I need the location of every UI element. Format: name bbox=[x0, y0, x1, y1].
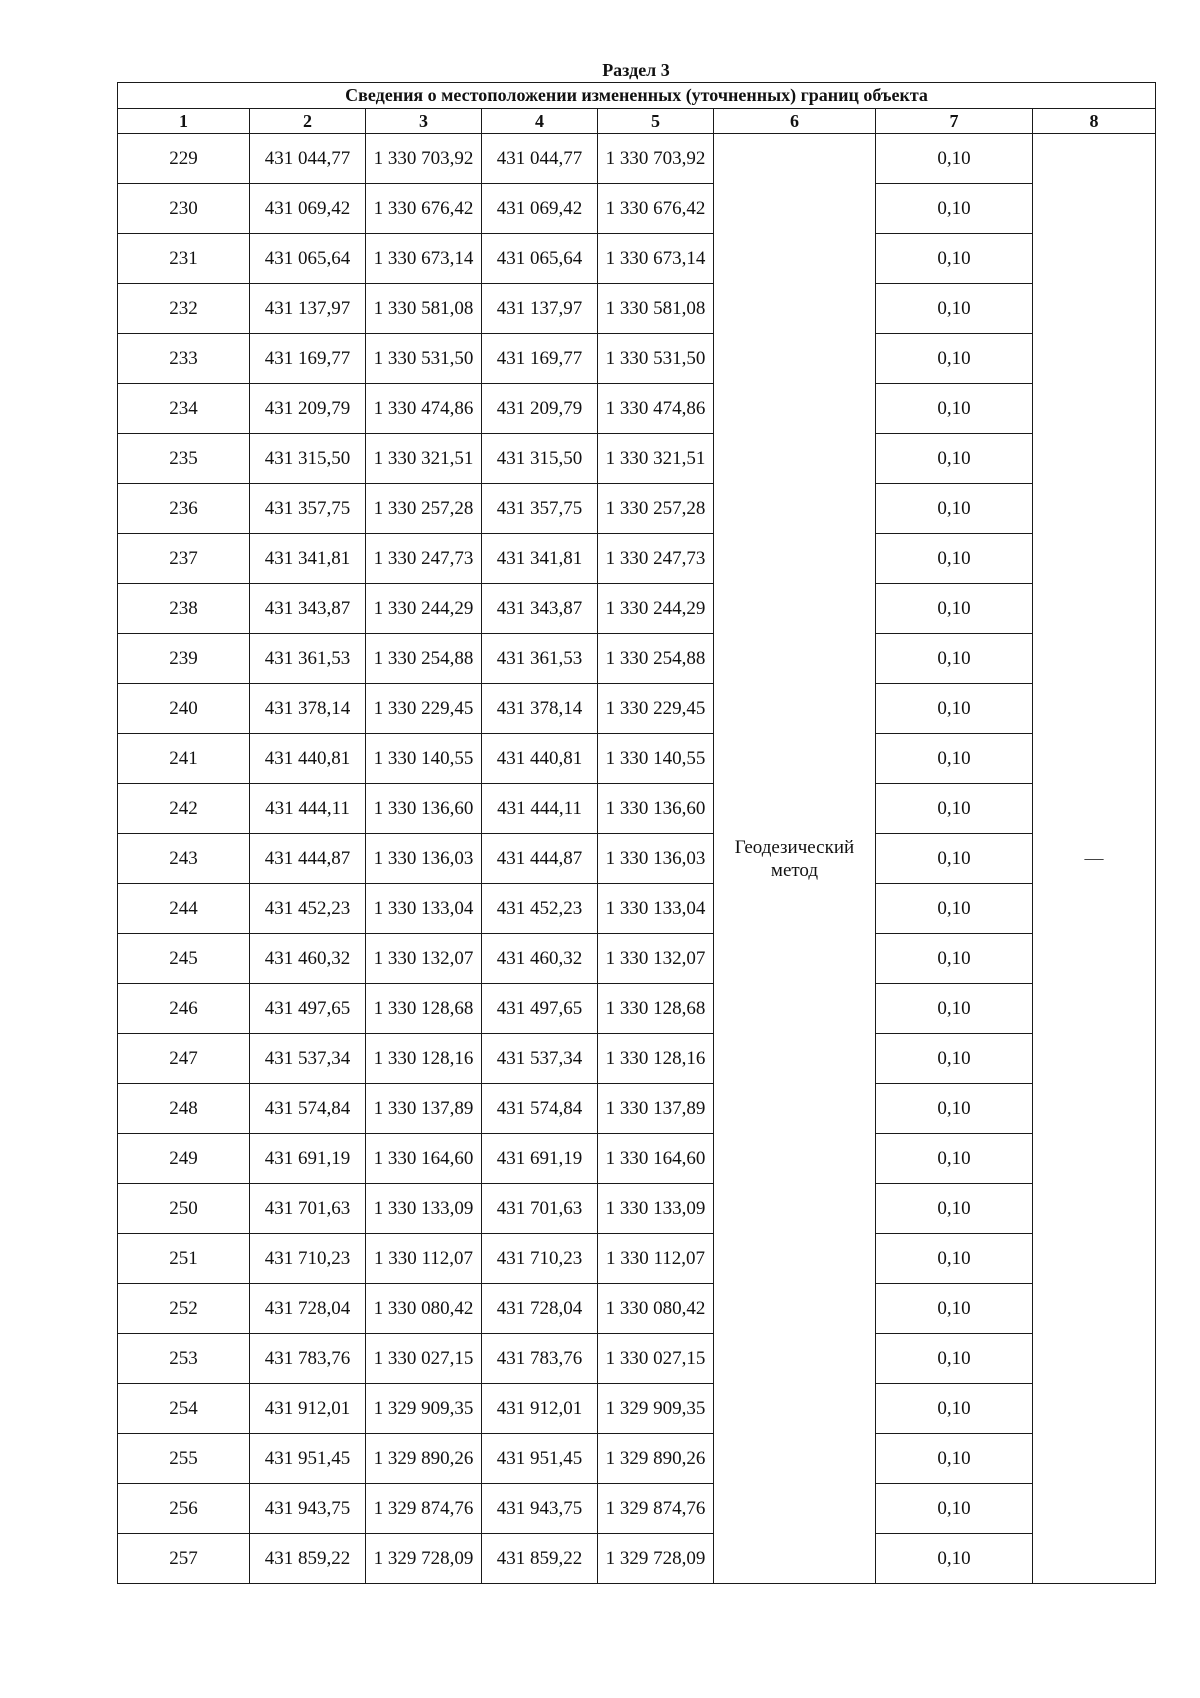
table-row bbox=[118, 834, 1156, 884]
accuracy-cell: 0,10 bbox=[876, 584, 1033, 634]
table-row bbox=[118, 634, 1156, 684]
refined-x-cell: 431 440,81 bbox=[482, 734, 598, 784]
accuracy-cell: 0,10 bbox=[876, 884, 1033, 934]
point-number-cell: 246 bbox=[118, 984, 250, 1034]
existing-x-cell: 431 069,42 bbox=[250, 184, 366, 234]
existing-y-cell: 1 329 728,09 bbox=[366, 1534, 482, 1584]
refined-y-cell: 1 329 890,26 bbox=[598, 1434, 714, 1484]
point-number-cell: 248 bbox=[118, 1084, 250, 1134]
accuracy-cell: 0,10 bbox=[876, 934, 1033, 984]
point-number-cell: 255 bbox=[118, 1434, 250, 1484]
existing-x-cell: 431 951,45 bbox=[250, 1434, 366, 1484]
refined-x-cell: 431 357,75 bbox=[482, 484, 598, 534]
table-row bbox=[118, 1184, 1156, 1234]
existing-y-cell: 1 330 254,88 bbox=[366, 634, 482, 684]
refined-y-cell: 1 330 128,68 bbox=[598, 984, 714, 1034]
refined-y-cell: 1 330 140,55 bbox=[598, 734, 714, 784]
point-number-cell: 251 bbox=[118, 1234, 250, 1284]
existing-x-cell: 431 783,76 bbox=[250, 1334, 366, 1384]
refined-y-cell: 1 330 531,50 bbox=[598, 334, 714, 384]
existing-x-cell: 431 537,34 bbox=[250, 1034, 366, 1084]
table-row bbox=[118, 1384, 1156, 1434]
point-number-cell: 250 bbox=[118, 1184, 250, 1234]
refined-x-cell: 431 169,77 bbox=[482, 334, 598, 384]
table-body bbox=[118, 134, 1156, 1584]
existing-y-cell: 1 330 128,68 bbox=[366, 984, 482, 1034]
point-number-cell: 257 bbox=[118, 1534, 250, 1584]
accuracy-cell: 0,10 bbox=[876, 634, 1033, 684]
refined-y-cell: 1 330 128,16 bbox=[598, 1034, 714, 1084]
table-row bbox=[118, 984, 1156, 1034]
refined-y-cell: 1 329 909,35 bbox=[598, 1384, 714, 1434]
refined-x-cell: 431 701,63 bbox=[482, 1184, 598, 1234]
existing-x-cell: 431 912,01 bbox=[250, 1384, 366, 1434]
refined-y-cell: 1 329 874,76 bbox=[598, 1484, 714, 1534]
refined-y-cell: 1 330 676,42 bbox=[598, 184, 714, 234]
table-row bbox=[118, 184, 1156, 234]
table-row bbox=[118, 1484, 1156, 1534]
accuracy-cell: 0,10 bbox=[876, 1034, 1033, 1084]
table-row bbox=[118, 284, 1156, 334]
existing-y-cell: 1 330 136,60 bbox=[366, 784, 482, 834]
refined-x-cell: 431 315,50 bbox=[482, 434, 598, 484]
accuracy-cell: 0,10 bbox=[876, 1134, 1033, 1184]
refined-x-cell: 431 783,76 bbox=[482, 1334, 598, 1384]
existing-y-cell: 1 330 229,45 bbox=[366, 684, 482, 734]
existing-x-cell: 431 701,63 bbox=[250, 1184, 366, 1234]
existing-x-cell: 431 378,14 bbox=[250, 684, 366, 734]
existing-y-cell: 1 330 140,55 bbox=[366, 734, 482, 784]
refined-x-cell: 431 728,04 bbox=[482, 1284, 598, 1334]
existing-x-cell: 431 444,11 bbox=[250, 784, 366, 834]
existing-y-cell: 1 330 244,29 bbox=[366, 584, 482, 634]
refined-x-cell: 431 710,23 bbox=[482, 1234, 598, 1284]
existing-y-cell: 1 330 257,28 bbox=[366, 484, 482, 534]
table-row bbox=[118, 484, 1156, 534]
refined-x-cell: 431 137,97 bbox=[482, 284, 598, 334]
point-number-cell: 238 bbox=[118, 584, 250, 634]
refined-x-cell: 431 065,64 bbox=[482, 234, 598, 284]
existing-x-cell: 431 859,22 bbox=[250, 1534, 366, 1584]
existing-y-cell: 1 330 137,89 bbox=[366, 1084, 482, 1134]
method-cell: Геодезический метод bbox=[714, 134, 876, 1584]
column-header-6: 6 bbox=[714, 109, 876, 134]
existing-y-cell: 1 330 676,42 bbox=[366, 184, 482, 234]
refined-x-cell: 431 044,77 bbox=[482, 134, 598, 184]
refined-x-cell: 431 452,23 bbox=[482, 884, 598, 934]
existing-y-cell: 1 330 132,07 bbox=[366, 934, 482, 984]
point-number-cell: 247 bbox=[118, 1034, 250, 1084]
existing-x-cell: 431 065,64 bbox=[250, 234, 366, 284]
existing-x-cell: 431 169,77 bbox=[250, 334, 366, 384]
existing-x-cell: 431 943,75 bbox=[250, 1484, 366, 1534]
accuracy-cell: 0,10 bbox=[876, 484, 1033, 534]
accuracy-cell: 0,10 bbox=[876, 1284, 1033, 1334]
existing-x-cell: 431 137,97 bbox=[250, 284, 366, 334]
table-row bbox=[118, 684, 1156, 734]
table-row bbox=[118, 584, 1156, 634]
accuracy-cell: 0,10 bbox=[876, 984, 1033, 1034]
refined-x-cell: 431 444,87 bbox=[482, 834, 598, 884]
table-row bbox=[118, 134, 1156, 184]
existing-x-cell: 431 728,04 bbox=[250, 1284, 366, 1334]
accuracy-cell: 0,10 bbox=[876, 234, 1033, 284]
accuracy-cell: 0,10 bbox=[876, 684, 1033, 734]
table-caption: Сведения о местоположении измененных (уточненных) границ объекта bbox=[118, 83, 1156, 109]
refined-y-cell: 1 330 136,03 bbox=[598, 834, 714, 884]
refined-x-cell: 431 943,75 bbox=[482, 1484, 598, 1534]
refined-y-cell: 1 330 027,15 bbox=[598, 1334, 714, 1384]
point-number-cell: 235 bbox=[118, 434, 250, 484]
refined-y-cell: 1 330 112,07 bbox=[598, 1234, 714, 1284]
accuracy-cell: 0,10 bbox=[876, 284, 1033, 334]
table-row bbox=[118, 334, 1156, 384]
column-header-row bbox=[118, 109, 1156, 134]
accuracy-cell: 0,10 bbox=[876, 184, 1033, 234]
existing-y-cell: 1 330 164,60 bbox=[366, 1134, 482, 1184]
accuracy-cell: 0,10 bbox=[876, 1484, 1033, 1534]
refined-y-cell: 1 330 133,09 bbox=[598, 1184, 714, 1234]
existing-x-cell: 431 044,77 bbox=[250, 134, 366, 184]
point-number-cell: 252 bbox=[118, 1284, 250, 1334]
existing-y-cell: 1 330 703,92 bbox=[366, 134, 482, 184]
refined-x-cell: 431 537,34 bbox=[482, 1034, 598, 1084]
accuracy-cell: 0,10 bbox=[876, 384, 1033, 434]
column-header-1: 1 bbox=[118, 109, 250, 134]
existing-y-cell: 1 329 890,26 bbox=[366, 1434, 482, 1484]
refined-x-cell: 431 069,42 bbox=[482, 184, 598, 234]
refined-y-cell: 1 329 728,09 bbox=[598, 1534, 714, 1584]
refined-y-cell: 1 330 229,45 bbox=[598, 684, 714, 734]
existing-y-cell: 1 330 247,73 bbox=[366, 534, 482, 584]
refined-x-cell: 431 859,22 bbox=[482, 1534, 598, 1584]
accuracy-cell: 0,10 bbox=[876, 534, 1033, 584]
table-row bbox=[118, 1284, 1156, 1334]
refined-y-cell: 1 330 164,60 bbox=[598, 1134, 714, 1184]
table-row bbox=[118, 1234, 1156, 1284]
existing-x-cell: 431 357,75 bbox=[250, 484, 366, 534]
refined-y-cell: 1 330 136,60 bbox=[598, 784, 714, 834]
refined-x-cell: 431 209,79 bbox=[482, 384, 598, 434]
existing-y-cell: 1 330 027,15 bbox=[366, 1334, 482, 1384]
refined-y-cell: 1 330 244,29 bbox=[598, 584, 714, 634]
existing-x-cell: 431 460,32 bbox=[250, 934, 366, 984]
table-row bbox=[118, 234, 1156, 284]
existing-y-cell: 1 330 080,42 bbox=[366, 1284, 482, 1334]
column-header-5: 5 bbox=[598, 109, 714, 134]
point-number-cell: 256 bbox=[118, 1484, 250, 1534]
accuracy-cell: 0,10 bbox=[876, 1084, 1033, 1134]
existing-x-cell: 431 343,87 bbox=[250, 584, 366, 634]
existing-y-cell: 1 330 112,07 bbox=[366, 1234, 482, 1284]
section-title: Раздел 3 bbox=[602, 60, 670, 80]
existing-y-cell: 1 330 581,08 bbox=[366, 284, 482, 334]
point-number-cell: 241 bbox=[118, 734, 250, 784]
column-header-4: 4 bbox=[482, 109, 598, 134]
accuracy-cell: 0,10 bbox=[876, 1334, 1033, 1384]
existing-x-cell: 431 361,53 bbox=[250, 634, 366, 684]
point-number-cell: 244 bbox=[118, 884, 250, 934]
accuracy-cell: 0,10 bbox=[876, 1434, 1033, 1484]
refined-x-cell: 431 951,45 bbox=[482, 1434, 598, 1484]
table-row bbox=[118, 534, 1156, 584]
existing-x-cell: 431 341,81 bbox=[250, 534, 366, 584]
point-number-cell: 229 bbox=[118, 134, 250, 184]
refined-x-cell: 431 444,11 bbox=[482, 784, 598, 834]
table-row bbox=[118, 1434, 1156, 1484]
existing-x-cell: 431 440,81 bbox=[250, 734, 366, 784]
existing-x-cell: 431 452,23 bbox=[250, 884, 366, 934]
existing-x-cell: 431 710,23 bbox=[250, 1234, 366, 1284]
refined-y-cell: 1 330 703,92 bbox=[598, 134, 714, 184]
existing-x-cell: 431 691,19 bbox=[250, 1134, 366, 1184]
refined-x-cell: 431 460,32 bbox=[482, 934, 598, 984]
accuracy-cell: 0,10 bbox=[876, 434, 1033, 484]
table-row bbox=[118, 934, 1156, 984]
refined-x-cell: 431 497,65 bbox=[482, 984, 598, 1034]
accuracy-cell: 0,10 bbox=[876, 1234, 1033, 1284]
table-row bbox=[118, 884, 1156, 934]
column-header-8: 8 bbox=[1033, 109, 1156, 134]
refined-y-cell: 1 330 080,42 bbox=[598, 1284, 714, 1334]
accuracy-cell: 0,10 bbox=[876, 734, 1033, 784]
point-number-cell: 231 bbox=[118, 234, 250, 284]
existing-x-cell: 431 444,87 bbox=[250, 834, 366, 884]
refined-y-cell: 1 330 137,89 bbox=[598, 1084, 714, 1134]
point-number-cell: 239 bbox=[118, 634, 250, 684]
table-row bbox=[118, 784, 1156, 834]
refined-x-cell: 431 378,14 bbox=[482, 684, 598, 734]
accuracy-cell: 0,10 bbox=[876, 334, 1033, 384]
existing-y-cell: 1 330 133,04 bbox=[366, 884, 482, 934]
column-header-7: 7 bbox=[876, 109, 1033, 134]
accuracy-cell: 0,10 bbox=[876, 834, 1033, 884]
table-row bbox=[118, 1534, 1156, 1584]
point-number-cell: 230 bbox=[118, 184, 250, 234]
table-row bbox=[118, 734, 1156, 784]
boundary-coordinates-table bbox=[117, 82, 1156, 1584]
table-row bbox=[118, 1084, 1156, 1134]
point-number-cell: 253 bbox=[118, 1334, 250, 1384]
note-cell: — bbox=[1033, 134, 1156, 1584]
existing-y-cell: 1 330 128,16 bbox=[366, 1034, 482, 1084]
point-number-cell: 236 bbox=[118, 484, 250, 534]
refined-y-cell: 1 330 673,14 bbox=[598, 234, 714, 284]
point-number-cell: 232 bbox=[118, 284, 250, 334]
accuracy-cell: 0,10 bbox=[876, 134, 1033, 184]
existing-x-cell: 431 315,50 bbox=[250, 434, 366, 484]
refined-x-cell: 431 691,19 bbox=[482, 1134, 598, 1184]
refined-y-cell: 1 330 247,73 bbox=[598, 534, 714, 584]
refined-x-cell: 431 912,01 bbox=[482, 1384, 598, 1434]
table-row bbox=[118, 1334, 1156, 1384]
point-number-cell: 243 bbox=[118, 834, 250, 884]
refined-y-cell: 1 330 321,51 bbox=[598, 434, 714, 484]
existing-y-cell: 1 330 531,50 bbox=[366, 334, 482, 384]
point-number-cell: 242 bbox=[118, 784, 250, 834]
refined-y-cell: 1 330 132,07 bbox=[598, 934, 714, 984]
refined-x-cell: 431 341,81 bbox=[482, 534, 598, 584]
refined-y-cell: 1 330 254,88 bbox=[598, 634, 714, 684]
existing-y-cell: 1 330 136,03 bbox=[366, 834, 482, 884]
existing-y-cell: 1 329 874,76 bbox=[366, 1484, 482, 1534]
column-header-3: 3 bbox=[366, 109, 482, 134]
table-row bbox=[118, 384, 1156, 434]
accuracy-cell: 0,10 bbox=[876, 1384, 1033, 1434]
table-row bbox=[118, 1034, 1156, 1084]
point-number-cell: 240 bbox=[118, 684, 250, 734]
existing-x-cell: 431 574,84 bbox=[250, 1084, 366, 1134]
accuracy-cell: 0,10 bbox=[876, 1534, 1033, 1584]
table-caption-row bbox=[118, 83, 1156, 109]
existing-y-cell: 1 329 909,35 bbox=[366, 1384, 482, 1434]
existing-y-cell: 1 330 133,09 bbox=[366, 1184, 482, 1234]
column-header-2: 2 bbox=[250, 109, 366, 134]
accuracy-cell: 0,10 bbox=[876, 1184, 1033, 1234]
refined-x-cell: 431 574,84 bbox=[482, 1084, 598, 1134]
point-number-cell: 233 bbox=[118, 334, 250, 384]
existing-x-cell: 431 497,65 bbox=[250, 984, 366, 1034]
refined-y-cell: 1 330 133,04 bbox=[598, 884, 714, 934]
existing-y-cell: 1 330 321,51 bbox=[366, 434, 482, 484]
point-number-cell: 234 bbox=[118, 384, 250, 434]
refined-y-cell: 1 330 257,28 bbox=[598, 484, 714, 534]
existing-x-cell: 431 209,79 bbox=[250, 384, 366, 434]
existing-y-cell: 1 330 673,14 bbox=[366, 234, 482, 284]
table-row bbox=[118, 434, 1156, 484]
point-number-cell: 249 bbox=[118, 1134, 250, 1184]
refined-y-cell: 1 330 581,08 bbox=[598, 284, 714, 334]
refined-y-cell: 1 330 474,86 bbox=[598, 384, 714, 434]
refined-x-cell: 431 343,87 bbox=[482, 584, 598, 634]
accuracy-cell: 0,10 bbox=[876, 784, 1033, 834]
point-number-cell: 254 bbox=[118, 1384, 250, 1434]
existing-y-cell: 1 330 474,86 bbox=[366, 384, 482, 434]
table-row bbox=[118, 1134, 1156, 1184]
point-number-cell: 245 bbox=[118, 934, 250, 984]
point-number-cell: 237 bbox=[118, 534, 250, 584]
refined-x-cell: 431 361,53 bbox=[482, 634, 598, 684]
